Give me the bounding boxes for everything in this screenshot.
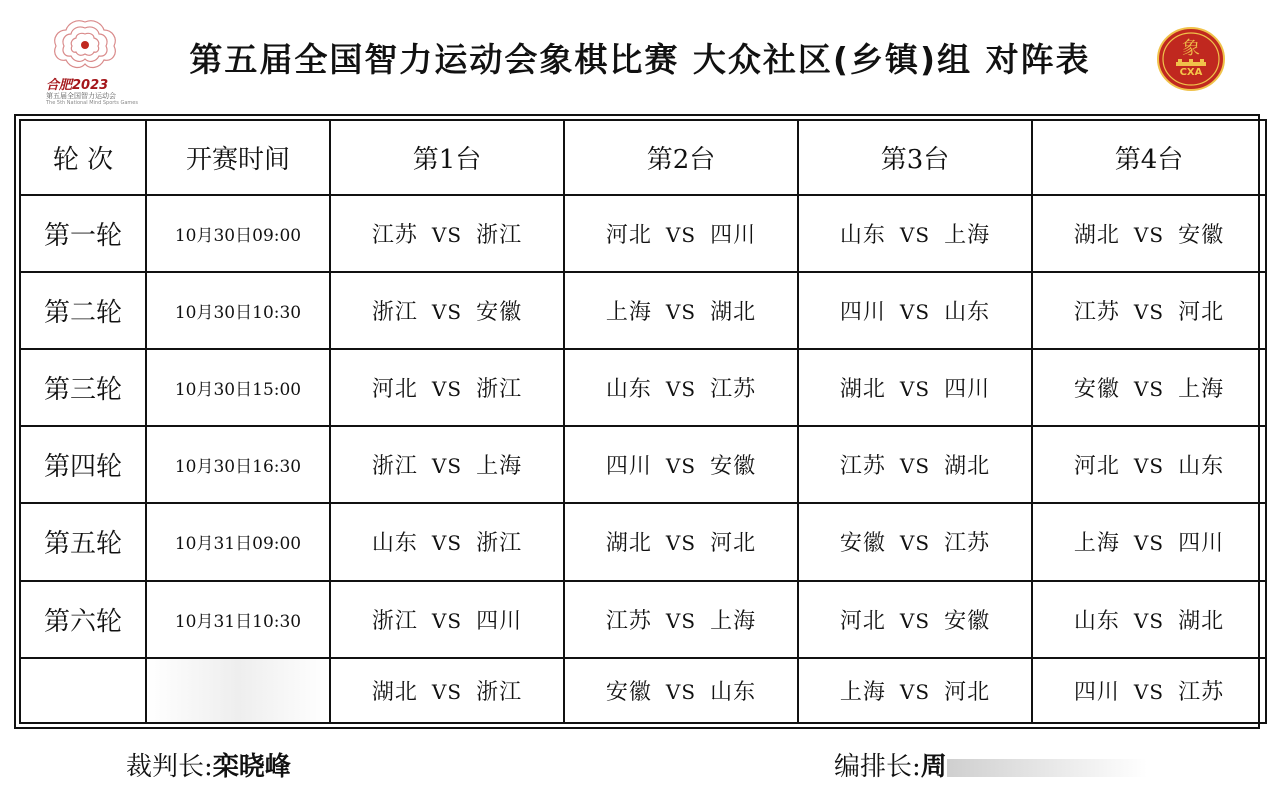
vs-label: VS [1133, 300, 1165, 325]
table-row [20, 349, 1266, 426]
team-away: 四川 [944, 377, 991, 403]
vs-label: VS [899, 377, 931, 402]
vs-label: VS [431, 454, 463, 479]
time-cell: 10月30日09:00 [146, 195, 330, 272]
team-away: 安徽 [710, 454, 757, 480]
match-cell [798, 581, 1032, 658]
vs-label: VS [899, 679, 931, 704]
header-board-1: 第1台 [330, 120, 564, 195]
match-cell [564, 658, 798, 723]
vs-label: VS [1133, 454, 1165, 479]
match-cell [798, 426, 1032, 503]
team-away: 四川 [476, 608, 523, 634]
vs-label: VS [899, 454, 931, 479]
match-cell [1032, 658, 1266, 723]
scheduler-name: 周 [920, 752, 947, 782]
scheduler [834, 746, 1147, 783]
round-cell: 第二轮 [20, 272, 146, 349]
team-away: 上海 [710, 608, 757, 634]
match-cell [798, 503, 1032, 580]
team-home: 浙江 [371, 300, 418, 326]
time-cell: 10月30日16:30 [146, 426, 330, 503]
team-away: 上海 [944, 223, 991, 249]
round-cell: 第六轮 [20, 581, 146, 658]
vs-label: VS [899, 300, 931, 325]
team-away: 江苏 [1178, 679, 1225, 705]
team-away: 山东 [1178, 454, 1225, 480]
table-row [20, 426, 1266, 503]
time-cell: 10月31日10:30 [146, 581, 330, 658]
table-row [20, 581, 1266, 658]
match-cell [798, 658, 1032, 723]
match-cell [1032, 503, 1266, 580]
vs-label: VS [665, 531, 697, 556]
scheduler-label: 编排长: [834, 752, 921, 782]
header-board-2: 第2台 [564, 120, 798, 195]
team-away: 山东 [944, 300, 991, 326]
games-logo-line2: The 5th National Mind Sports Games [46, 100, 138, 106]
header-round: 轮 次 [20, 120, 146, 195]
match-cell [564, 349, 798, 426]
team-away: 江苏 [710, 377, 757, 403]
match-cell [1032, 581, 1266, 658]
header-board-3: 第3台 [798, 120, 1032, 195]
cxa-logo-glyph: 象 [1182, 38, 1200, 59]
team-away: 浙江 [476, 679, 523, 705]
team-home: 湖北 [839, 377, 886, 403]
table-row [20, 658, 1266, 723]
team-away: 浙江 [476, 377, 523, 403]
page-title: 第五届全国智力运动会象棋比赛 大众社区(乡镇)组 对阵表 [189, 40, 1091, 79]
team-home: 河北 [371, 377, 418, 403]
vs-label: VS [899, 223, 931, 248]
team-home: 河北 [1073, 454, 1120, 480]
vs-label: VS [431, 679, 463, 704]
match-cell [330, 272, 564, 349]
table-row [20, 195, 1266, 272]
games-logo-line1: 第五届全国智力运动会 [46, 92, 116, 100]
table-header-row [20, 120, 1266, 195]
team-home: 湖北 [605, 531, 652, 557]
team-home: 江苏 [605, 608, 652, 634]
team-home: 四川 [839, 300, 886, 326]
vs-label: VS [431, 300, 463, 325]
team-away: 江苏 [944, 531, 991, 557]
team-away: 山东 [710, 679, 757, 705]
vs-label: VS [1133, 531, 1165, 556]
team-away: 安徽 [944, 608, 991, 634]
time-cell [146, 658, 330, 723]
match-cell [564, 195, 798, 272]
schedule-table [19, 119, 1267, 724]
time-cell: 10月30日10:30 [146, 272, 330, 349]
vs-label: VS [431, 608, 463, 633]
match-cell [564, 426, 798, 503]
team-away: 湖北 [1178, 608, 1225, 634]
team-home: 山东 [371, 531, 418, 557]
time-cell: 10月31日09:00 [146, 503, 330, 580]
team-away: 四川 [1178, 531, 1225, 557]
match-cell [1032, 426, 1266, 503]
team-home: 山东 [839, 223, 886, 249]
vs-label: VS [665, 454, 697, 479]
team-away: 上海 [476, 454, 523, 480]
team-home: 湖北 [1073, 223, 1120, 249]
cxa-logo [1156, 26, 1226, 92]
chief-referee-name: 栾晓峰 [212, 752, 291, 782]
team-away: 河北 [944, 679, 991, 705]
games-logo-script: 合肥2023 [46, 78, 109, 93]
match-cell [330, 426, 564, 503]
time-cell: 10月30日15:00 [146, 349, 330, 426]
vs-label: VS [665, 377, 697, 402]
team-away: 安徽 [1178, 223, 1225, 249]
round-cell: 第一轮 [20, 195, 146, 272]
team-home: 上海 [605, 300, 652, 326]
match-cell [330, 349, 564, 426]
team-home: 河北 [839, 608, 886, 634]
team-home: 安徽 [1073, 377, 1120, 403]
team-home: 湖北 [371, 679, 418, 705]
match-cell [1032, 349, 1266, 426]
chief-referee [126, 746, 291, 783]
team-home: 江苏 [839, 454, 886, 480]
team-home: 浙江 [371, 454, 418, 480]
match-cell [330, 503, 564, 580]
header-board-4: 第4台 [1032, 120, 1266, 195]
team-home: 山东 [1073, 608, 1120, 634]
team-away: 湖北 [710, 300, 757, 326]
cxa-logo-icon [1156, 26, 1226, 92]
team-away: 四川 [710, 223, 757, 249]
vs-label: VS [899, 531, 931, 556]
team-home: 四川 [605, 454, 652, 480]
match-cell [564, 581, 798, 658]
match-cell [798, 272, 1032, 349]
match-cell [330, 658, 564, 723]
match-cell [1032, 272, 1266, 349]
vs-label: VS [1133, 377, 1165, 402]
vs-label: VS [665, 679, 697, 704]
match-cell [564, 272, 798, 349]
team-home: 安徽 [839, 531, 886, 557]
team-away: 上海 [1178, 377, 1225, 403]
vs-label: VS [1133, 223, 1165, 248]
redaction-blur [947, 759, 1147, 777]
team-home: 河北 [605, 223, 652, 249]
team-away: 河北 [710, 531, 757, 557]
vs-label: VS [665, 608, 697, 633]
match-cell [798, 195, 1032, 272]
match-cell [798, 349, 1032, 426]
cxa-logo-label: CXA [1179, 67, 1203, 78]
round-cell: 第三轮 [20, 349, 146, 426]
match-cell [1032, 195, 1266, 272]
team-away: 安徽 [476, 300, 523, 326]
match-cell [330, 195, 564, 272]
games-logo-icon [44, 16, 126, 74]
match-cell [564, 503, 798, 580]
schedule-table-frame [14, 114, 1260, 729]
team-away: 湖北 [944, 454, 991, 480]
chief-referee-label: 裁判长: [126, 752, 213, 782]
vs-label: VS [899, 608, 931, 633]
games-logo [44, 16, 138, 106]
table-row [20, 272, 1266, 349]
vs-label: VS [1133, 608, 1165, 633]
team-away: 河北 [1178, 300, 1225, 326]
vs-label: VS [431, 531, 463, 556]
match-cell [330, 581, 564, 658]
team-away: 浙江 [476, 223, 523, 249]
vs-label: VS [431, 223, 463, 248]
vs-label: VS [431, 377, 463, 402]
header-start-time: 开赛时间 [146, 120, 330, 195]
team-home: 江苏 [1073, 300, 1120, 326]
round-cell [20, 658, 146, 723]
vs-label: VS [665, 300, 697, 325]
team-home: 上海 [839, 679, 886, 705]
round-cell: 第四轮 [20, 426, 146, 503]
round-cell: 第五轮 [20, 503, 146, 580]
team-home: 江苏 [371, 223, 418, 249]
vs-label: VS [665, 223, 697, 248]
team-home: 上海 [1073, 531, 1120, 557]
team-away: 浙江 [476, 531, 523, 557]
vs-label: VS [1133, 679, 1165, 704]
team-home: 山东 [605, 377, 652, 403]
table-row [20, 503, 1266, 580]
team-home: 安徽 [605, 679, 652, 705]
team-home: 浙江 [371, 608, 418, 634]
team-home: 四川 [1073, 679, 1120, 705]
